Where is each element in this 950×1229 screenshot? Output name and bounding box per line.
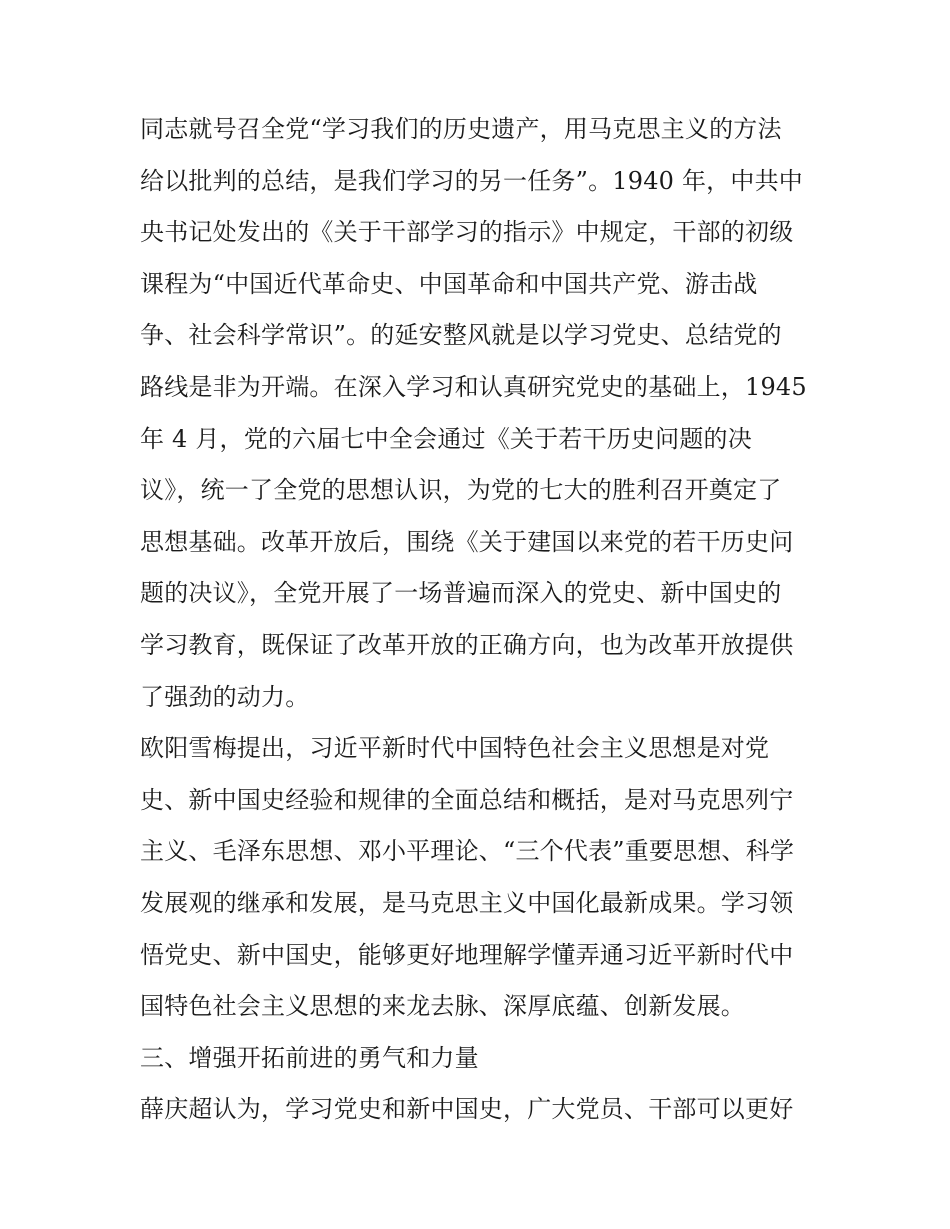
text-line: 史、新中国史经验和规律的全面总结和概括，是对马克思列宁 <box>140 785 794 814</box>
text-line: 争、社会科学常识”。的延安整风就是以学习党史、总结党的 <box>140 321 782 350</box>
text-line: 路线是非为开端。在深入学习和认真研究党史的基础上，1945 <box>140 372 807 401</box>
text-line: 薛庆超认为，学习党史和新中国史，广大党员、干部可以更好 <box>140 1095 794 1124</box>
text-line: 题的决议》，全党开展了一场普遍而深入的党史、新中国史的 <box>140 579 782 608</box>
section-heading: 三、增强开拓前进的勇气和力量 <box>140 1043 479 1072</box>
text-line: 了强劲的动力。 <box>140 682 310 711</box>
text-line: 思想基础。改革开放后，围绕《关于建国以来党的若干历史问 <box>140 527 794 556</box>
text-line: 主义、毛泽东思想、邓小平理论、“三个代表”重要思想、科学 <box>140 837 795 866</box>
body-text <box>140 104 820 1136</box>
text-line: 课程为“中国近代革命史、中国革命和中国共产党、游击战 <box>140 269 758 298</box>
text-line: 央书记处发出的《关于干部学习的指示》中规定，干部的初级 <box>140 218 794 247</box>
text-line: 同志就号召全党“学习我们的历史遗产，用马克思主义的方法 <box>140 115 782 143</box>
text-line: 年 4 月，党的六届七中全会通过《关于若干历史问题的决 <box>140 424 752 453</box>
text-line: 学习教育，既保证了改革开放的正确方向，也为改革开放提供 <box>140 630 794 659</box>
text-line: 发展观的继承和发展，是马克思主义中国化最新成果。学习领 <box>140 888 794 917</box>
text-line: 悟党史、新中国史，能够更好地理解学懂弄通习近平新时代中 <box>140 940 794 969</box>
text-line: 欧阳雪梅提出，习近平新时代中国特色社会主义思想是对党 <box>140 734 770 763</box>
text-line: 国特色社会主义思想的来龙去脉、深厚底蕴、创新发展。 <box>140 992 745 1021</box>
text-line: 议》，统一了全党的思想认识，为党的七大的胜利召开奠定了 <box>140 476 782 505</box>
text-line: 给以批判的总结，是我们学习的另一任务”。1940 年，中共中 <box>140 166 803 195</box>
